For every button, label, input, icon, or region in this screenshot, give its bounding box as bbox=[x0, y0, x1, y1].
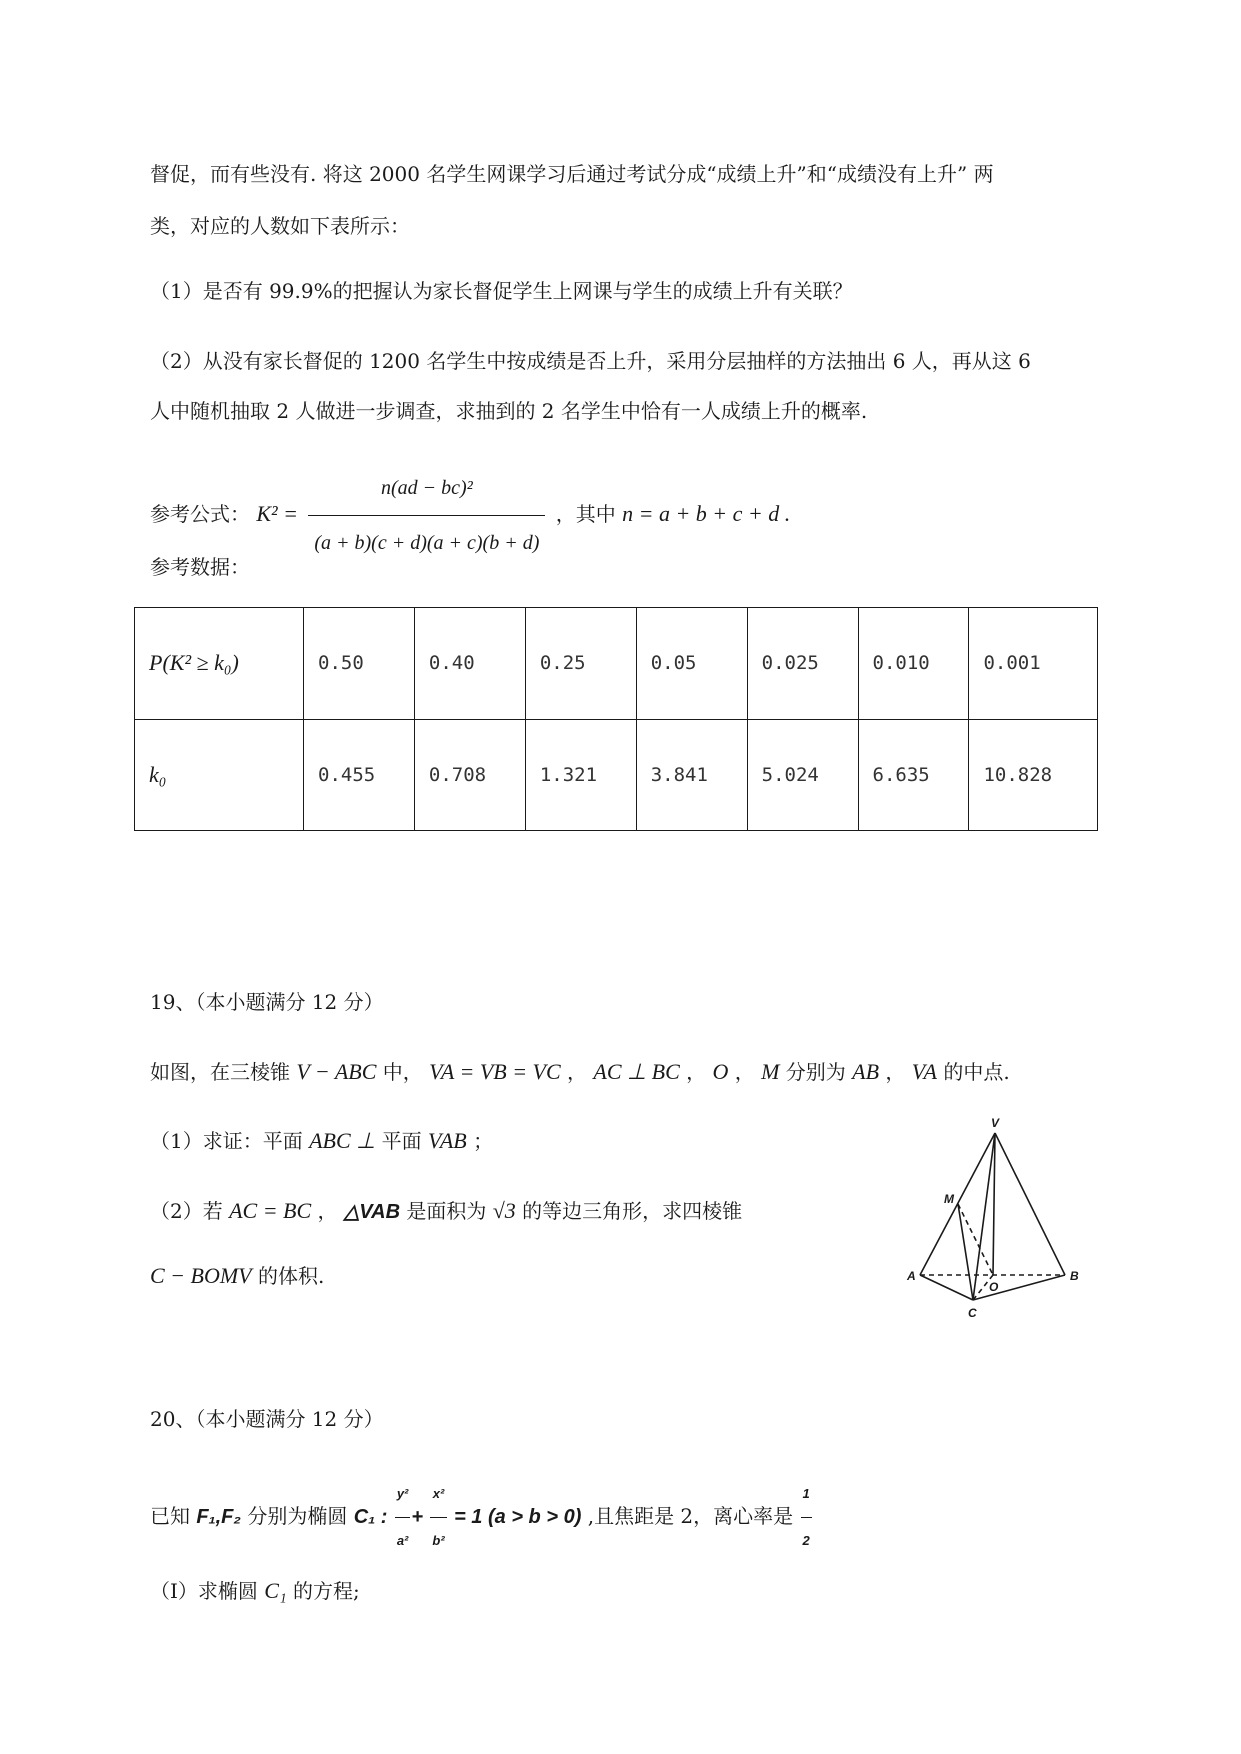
q19-part-2-math: AC = BC bbox=[229, 1198, 312, 1223]
q19-part-1-text: （1）求证：平面 bbox=[150, 1129, 303, 1153]
q20-part-1-text: （I）求椭圆 bbox=[150, 1579, 258, 1603]
q19-part-2-line-1 bbox=[150, 1197, 742, 1226]
q18-part-1: （1）是否有 99.9%的把握认为家长督促学生上网课与学生的成绩上升有关联？ bbox=[150, 279, 853, 303]
q19-stem-text: ， bbox=[567, 1060, 588, 1084]
formula-label: 参考公式： bbox=[150, 502, 250, 526]
q19-part-1 bbox=[150, 1127, 493, 1155]
table-cell: 0.40 bbox=[414, 608, 525, 720]
q20-frac-num: x² bbox=[430, 1472, 446, 1518]
table-cell: 0.001 bbox=[969, 608, 1098, 720]
q19-part-1-math: ABC ⊥ bbox=[309, 1128, 376, 1153]
q20-stem-math: F₁,F₂ bbox=[196, 1506, 242, 1528]
q20-frac-num: y² bbox=[395, 1472, 411, 1518]
edge-va bbox=[920, 1133, 995, 1275]
q19-stem-text: ， bbox=[686, 1060, 707, 1084]
q20-stem-math: C₁ : bbox=[353, 1506, 388, 1528]
q19-stem-math: AC ⊥ BC bbox=[593, 1059, 680, 1084]
table-cell: 0.25 bbox=[525, 608, 636, 720]
q20-part-1-text: 的方程; bbox=[292, 1579, 360, 1603]
q20-stem-text: 已知 bbox=[150, 1504, 190, 1528]
q20-title: 20、（本小题满分 12 分） bbox=[150, 1407, 384, 1431]
table-cell: 10.828 bbox=[969, 719, 1098, 831]
edge-mc bbox=[958, 1204, 973, 1300]
formula-denominator: (a + b)(c + d)(a + c)(b + d) bbox=[314, 532, 540, 554]
q19-part-2-text: 的体积. bbox=[257, 1264, 325, 1288]
q19-stem-text: 分别为 bbox=[785, 1060, 846, 1084]
intro-line-1: 督促，而有些没有. 将这 2000 名学生网课学习后通过考试分成“成绩上升”和“成绩没有上升” 两 bbox=[150, 162, 994, 186]
formula-lhs: K² = bbox=[256, 501, 298, 526]
q20-frac-den: b² bbox=[432, 1533, 445, 1548]
table-row-head-probability: P(K² ≥ k₀) bbox=[135, 608, 304, 720]
table-cell: 5.024 bbox=[747, 719, 858, 831]
table-cell: 0.50 bbox=[304, 608, 415, 720]
q19-part-2-text: 是面积为 bbox=[406, 1199, 487, 1223]
q19-part-1-text: ； bbox=[473, 1129, 494, 1153]
q20-stem: 已知 F₁,F₂ 分别为椭圆 C₁ : $\frac{\text{y²}}{\text{a²}}$ + $\frac{\text{x²}}{\text{b²}}$ = 1 (a > b > 0) ,且焦距是 2，离心率是 $\frac{1}{2}$ bbox=[150, 1472, 813, 1563]
label-v: V bbox=[991, 1116, 1000, 1130]
formula-fraction bbox=[308, 463, 545, 568]
table-row-head-k0: k₀ bbox=[135, 719, 304, 831]
q19-part-2-math: √3 bbox=[492, 1198, 516, 1223]
label-b: B bbox=[1070, 1269, 1079, 1283]
q19-part-2-text: ， bbox=[317, 1199, 338, 1223]
q19-stem-text: 中， bbox=[382, 1060, 423, 1084]
table-cell: 0.025 bbox=[747, 608, 858, 720]
table-cell: 3.841 bbox=[636, 719, 747, 831]
q19-part-1-text: 平面 bbox=[381, 1129, 422, 1153]
q19-part-2-line-2 bbox=[150, 1262, 324, 1290]
table-row bbox=[135, 608, 1098, 720]
q18-part-2-line-2: 人中随机抽取 2 人做进一步调查，求抽到的 2 名学生中恰有一人成绩上升的概率. bbox=[150, 399, 868, 423]
q20-frac-den: 2 bbox=[802, 1533, 810, 1548]
q19-part-2-text: 的等边三角形，求四棱锥 bbox=[522, 1199, 743, 1223]
q20-stem-text: ,且焦距是 2，离心率是 bbox=[587, 1504, 794, 1528]
q20-part-1-math: C₁ bbox=[264, 1578, 287, 1603]
q19-stem-text: ， bbox=[734, 1060, 755, 1084]
q19-stem-math: V − ABC bbox=[296, 1059, 377, 1084]
table-cell: 0.708 bbox=[414, 719, 525, 831]
edge-vb bbox=[995, 1133, 1065, 1275]
table-cell: 6.635 bbox=[858, 719, 969, 831]
q19-part-2-math: C − BOMV bbox=[150, 1263, 252, 1288]
edge-cb bbox=[973, 1275, 1065, 1300]
label-o: O bbox=[989, 1280, 999, 1294]
q19-stem-text: ， bbox=[885, 1060, 906, 1084]
q20-frac-den: a² bbox=[396, 1533, 409, 1548]
formula-numerator: n(ad − bc)² bbox=[308, 463, 545, 516]
q19-title: 19、（本小题满分 12 分） bbox=[150, 990, 384, 1014]
q19-stem-math: AB bbox=[852, 1059, 880, 1084]
edge-vo bbox=[993, 1133, 995, 1275]
q19-stem-math: M bbox=[761, 1059, 780, 1084]
table-cell: 1.321 bbox=[525, 719, 636, 831]
label-m: M bbox=[944, 1192, 954, 1206]
q19-stem-math: VA = VB = VC bbox=[429, 1059, 561, 1084]
label-c: C bbox=[968, 1306, 977, 1320]
q19-stem-math: VA bbox=[911, 1059, 937, 1084]
formula-where: ，其中 bbox=[555, 502, 616, 526]
q20-frac-x bbox=[430, 1472, 446, 1563]
critical-value-table bbox=[134, 607, 1098, 831]
q19-part-1-math: VAB bbox=[428, 1128, 467, 1153]
q19-stem-text: 的中点. bbox=[943, 1060, 1010, 1084]
table-cell: 0.05 bbox=[636, 608, 747, 720]
q19-stem-text: 如图，在三棱锥 bbox=[150, 1060, 290, 1084]
formula-n: n = a + b + c + d . bbox=[622, 501, 791, 526]
q19-part-2-math: △VAB bbox=[343, 1201, 401, 1223]
intro-line-2: 类，对应的人数如下表所示： bbox=[150, 214, 410, 238]
edge-ac bbox=[920, 1275, 973, 1300]
pyramid-figure bbox=[900, 1115, 1100, 1340]
q18-data-label: 参考数据： bbox=[150, 555, 250, 579]
q19-stem bbox=[150, 1058, 1010, 1086]
table-cell: 0.010 bbox=[858, 608, 969, 720]
q20-frac-num: 1 bbox=[801, 1472, 812, 1518]
q20-frac-half bbox=[801, 1472, 812, 1563]
q19-stem-math: O bbox=[712, 1059, 729, 1084]
table-row bbox=[135, 719, 1098, 831]
q20-stem-math: = 1 (a > b > 0) bbox=[454, 1506, 582, 1528]
q19-part-2-text: （2）若 bbox=[150, 1199, 223, 1223]
table-cell: 0.455 bbox=[304, 719, 415, 831]
label-a: A bbox=[907, 1269, 916, 1283]
q20-part-1 bbox=[150, 1577, 360, 1605]
q20-stem-text: 分别为椭圆 bbox=[247, 1504, 348, 1528]
q18-part-2-line-1: （2）从没有家长督促的 1200 名学生中按成绩是否上升，采用分层抽样的方法抽出 6 人，再从这 6 bbox=[150, 349, 1031, 373]
q20-frac-y bbox=[395, 1472, 411, 1563]
